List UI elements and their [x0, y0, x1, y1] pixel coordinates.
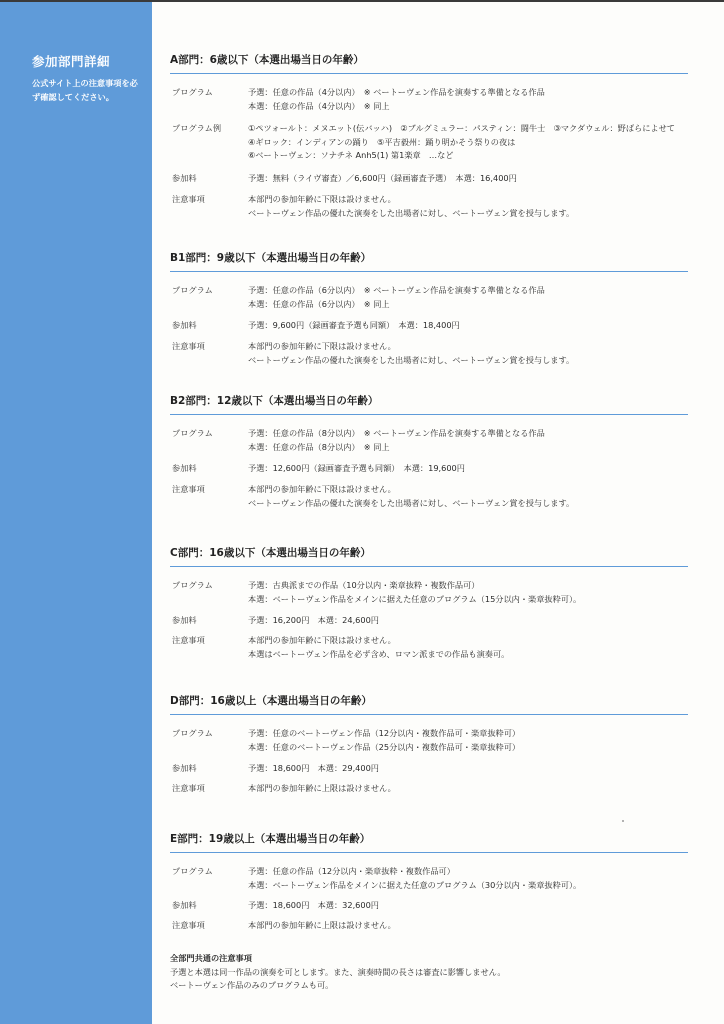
detail-label: 参加料: [172, 173, 197, 183]
division-heading: C部門：16歳以下（本選出場当日の年齢）: [170, 547, 371, 559]
sidebar-note: 公式サイト上の注意事項を必ず確認してください。: [32, 78, 138, 102]
detail-line: 予選：任意の作品（6分以内） ※ ベートーヴェン作品を演奏する準備となる作品: [248, 285, 545, 295]
detail-value: [248, 122, 688, 163]
detail-line: 予選：12,600円（録画審査予選も同額） 本選：19,600円: [248, 463, 465, 473]
detail-value: [248, 427, 688, 454]
detail-value: [248, 340, 688, 367]
detail-line: 本選：任意のベートーヴェン作品（25分以内・複数作品可・楽章抜粋可）: [248, 741, 521, 752]
detail-line: 予選：9,600円（録画審査予選も同額） 本選：18,400円: [248, 320, 460, 330]
detail-line: ⑥ベートーヴェン：ソナチネ Anh5(1) 第1楽章 …など: [248, 150, 454, 160]
detail-line: 本選：任意の作品（8分以内） ※ 同上: [248, 441, 390, 452]
detail-line: 本選：任意の作品（4分以内） ※ 同上: [248, 100, 390, 111]
detail-label: 注意事項: [172, 635, 205, 645]
division-heading: E部門：19歳以上（本選出場当日の年齢）: [170, 833, 371, 845]
detail-value: [248, 614, 688, 628]
detail-label: 注意事項: [172, 484, 205, 494]
division-heading: A部門：6歳以下（本選出場当日の年齢）: [170, 54, 364, 66]
detail-value: [248, 193, 688, 220]
detail-line: 本選：ベートーヴェン作品をメインに据えた任意のプログラム（15分以内・楽章抜粋可）。: [248, 593, 582, 604]
division-heading: B2部門：12歳以下（本選出場当日の年齢）: [170, 395, 379, 407]
detail-label: 参加料: [172, 900, 197, 910]
detail-value: [248, 634, 688, 661]
detail-line: 本部門の参加年齢に下限は設けません。: [248, 341, 396, 351]
detail-line: 本選：ベートーヴェン作品をメインに据えた任意のプログラム（30分以内・楽章抜粋可）。: [248, 879, 582, 890]
detail-value: [248, 865, 688, 892]
detail-line: ①ペツォールト：メヌエット(伝バッハ) ②ブルグミュラー：パスティン：闘牛士 ③マクダウェル：野ばらによせて: [248, 123, 675, 133]
detail-label: プログラム: [172, 428, 213, 438]
detail-line: 本選：任意の作品（6分以内） ※ 同上: [248, 298, 390, 309]
detail-line: 本部門の参加年齢に上限は設けません。: [248, 783, 396, 793]
detail-line: 予選：任意の作品（12分以内・楽章抜粋・複数作品可）: [248, 866, 455, 876]
detail-label: プログラム例: [172, 123, 222, 133]
detail-line: 本部門の参加年齢に上限は設けません。: [248, 920, 396, 930]
detail-line: 予選：無料（ライヴ審査）／6,600円（録画審査予選） 本選：16,400円: [248, 173, 517, 183]
detail-line: ④ギロック：インディアンの踊り ⑤平吉毅州：踊り明かそう祭りの夜は: [248, 136, 516, 147]
detail-label: 注意事項: [172, 920, 205, 930]
detail-line: 本部門の参加年齢に下限は設けません。: [248, 635, 396, 645]
division-section: [170, 545, 690, 659]
common-notes: [170, 952, 690, 993]
detail-line: 予選：任意のベートーヴェン作品（12分以内・複数作品可・楽章抜粋可）: [248, 728, 521, 738]
detail-value: [248, 899, 688, 913]
detail-line: ベートーヴェン作品の優れた演奏をした出場者に対し、ベートーヴェン賞を授与します。: [248, 497, 575, 508]
common-notes-title: 全部門共通の注意事項: [170, 953, 252, 963]
detail-label: 注意事項: [172, 783, 205, 793]
sidebar: [0, 2, 152, 1024]
detail-label: 参加料: [172, 763, 197, 773]
common-notes-line: ベートーヴェン作品のみのプログラムも可。: [170, 980, 334, 990]
detail-value: [248, 727, 688, 754]
detail-label: 参加料: [172, 463, 197, 473]
division-heading: B1部門：9歳以下（本選出場当日の年齢）: [170, 252, 372, 264]
detail-line: 予選：18,600円 本選：32,600円: [248, 900, 379, 910]
scan-speck: [622, 820, 624, 822]
detail-value: [248, 579, 688, 606]
division-section: [170, 52, 690, 218]
detail-label: プログラム: [172, 728, 213, 738]
section-divider: [170, 73, 688, 74]
division-section: [170, 393, 690, 508]
division-section: [170, 693, 690, 793]
detail-line: ベートーヴェン作品の優れた演奏をした出場者に対し、ベートーヴェン賞を授与します。: [248, 207, 575, 218]
detail-value: [248, 919, 688, 933]
detail-value: [248, 319, 688, 333]
division-section: [170, 250, 690, 365]
detail-line: 本選はベートーヴェン作品を必ず含め、ロマン派までの作品も演奏可。: [248, 648, 510, 659]
detail-label: 参加料: [172, 320, 197, 330]
division-section: [170, 831, 690, 930]
section-divider: [170, 714, 688, 715]
detail-line: 本部門の参加年齢に下限は設けません。: [248, 484, 396, 494]
detail-value: [248, 284, 688, 311]
detail-line: 予選：古典派までの作品（10分以内・楽章抜粋・複数作品可）: [248, 580, 480, 590]
detail-value: [248, 86, 688, 113]
common-notes-line: 予選と本選は同一作品の演奏を可とします。また、演奏時間の長さは審査に影響しません。: [170, 966, 506, 977]
section-divider: [170, 414, 688, 415]
detail-line: 予選：18,600円 本選：29,400円: [248, 763, 379, 773]
detail-label: プログラム: [172, 285, 213, 295]
detail-label: プログラム: [172, 866, 213, 876]
detail-label: 参加料: [172, 615, 197, 625]
detail-line: ベートーヴェン作品の優れた演奏をした出場者に対し、ベートーヴェン賞を授与します。: [248, 354, 575, 365]
detail-label: 注意事項: [172, 341, 205, 351]
detail-value: [248, 462, 688, 476]
section-divider: [170, 566, 688, 567]
detail-value: [248, 483, 688, 510]
detail-label: プログラム: [172, 87, 213, 97]
detail-line: 予選：任意の作品（8分以内） ※ ベートーヴェン作品を演奏する準備となる作品: [248, 428, 545, 438]
detail-line: 本部門の参加年齢に下限は設けません。: [248, 194, 396, 204]
section-divider: [170, 271, 688, 272]
detail-label: プログラム: [172, 580, 213, 590]
section-divider: [170, 852, 688, 853]
division-heading: D部門：16歳以上（本選出場当日の年齢）: [170, 695, 372, 707]
detail-value: [248, 172, 688, 186]
detail-line: 予選：16,200円 本選：24,600円: [248, 615, 379, 625]
sidebar-title: 参加部門詳細: [32, 54, 111, 69]
detail-line: 予選：任意の作品（4分以内） ※ ベートーヴェン作品を演奏する準備となる作品: [248, 87, 545, 97]
detail-value: [248, 782, 688, 796]
detail-value: [248, 762, 688, 776]
detail-label: 注意事項: [172, 194, 205, 204]
